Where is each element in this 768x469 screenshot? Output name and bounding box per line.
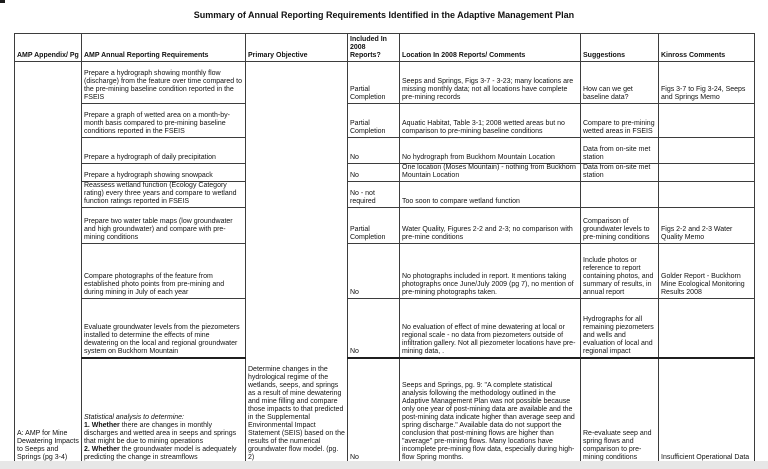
cell-requirement: Prepare two water table maps (low groundwater and high groundwater) and compare with pre-mining conditions: [82, 208, 246, 244]
cell-included: Partial Completion: [348, 104, 400, 138]
cell-requirement: Prepare a hydrograph showing snowpack: [82, 164, 246, 182]
cell-kinross: [659, 182, 755, 208]
cell-suggestion: Hydrographs for all remaining piezometers and wells and evaluation of local and regional impact: [581, 299, 659, 358]
header-suggestions: Suggestions: [581, 34, 659, 62]
cell-kinross: [659, 104, 755, 138]
cell-kinross: [659, 299, 755, 358]
cell-location: Seeps and Springs, pg. 9: "A complete statistical analysis following the methodology outlined in the Adaptive Management Plan was not possible because only one year of post-mining data are available and the post-mining data indicate higher than average seep and spring discharge." Available data do not support the conclusion that post-mining flows are higher than "average" pre-mining flows. Many locations have incomplete pre-mining flow data, especially during high-flow Spring months.: [400, 358, 581, 464]
cell-primary-objective: Determine changes in the hydrological regime of the wetlands, seeps, and springs as a result of mine dewatering and mine filling and compare those impacts to that predicted in the Supplemental Environmental Impact Statement (SEIS) based on the results of the numerical groundwater flow model. (pg. 2): [246, 62, 348, 464]
table-row: [15, 182, 755, 208]
cell-location: Too soon to compare wetland function: [400, 182, 581, 208]
table-row: [15, 104, 755, 138]
cell-suggestion: How can we get baseline data?: [581, 62, 659, 104]
cell-location: Aquatic Habitat, Table 3-1; 2008 wetted areas but no comparison to pre-mining baseline conditions: [400, 104, 581, 138]
cell-kinross: Golder Report - Buckhorn Mine Ecological Monitoring Results 2008: [659, 244, 755, 299]
reporting-requirements-table: [14, 33, 755, 464]
cell-requirement: Prepare a graph of wetted area on a month-by-month basis compared to pre-mining baseline conditions reported in the FSEIS: [82, 104, 246, 138]
header-location-2008: Location In 2008 Reports/ Comments: [400, 34, 581, 62]
cell-kinross: [659, 164, 755, 182]
cell-included: No: [348, 299, 400, 358]
table-row: [15, 164, 755, 182]
page-bottom-edge: [0, 461, 768, 469]
cell-included: Partial Completion: [348, 208, 400, 244]
cell-location: No hydrograph from Buckhorn Mountain Location: [400, 138, 581, 164]
header-amp-appendix: AMP Appendix/ Pg: [15, 34, 82, 62]
cell-requirement: [82, 358, 246, 464]
cell-requirement: Compare photographs of the feature from established photo points from pre-mining and during mining in July of each year: [82, 244, 246, 299]
statistical-analysis-item-1: 1. Whether there are changes in monthly discharges and wetted area in seeps and springs that might be due to mining operations: [84, 422, 237, 445]
cell-suggestion: Re-evaluate seep and spring flows and comparison to pre-mining conditions: [581, 358, 659, 464]
table-row: [15, 358, 755, 464]
page-title: Summary of Annual Reporting Requirements Identified in the Adaptive Management Plan: [193, 10, 575, 20]
cell-included: Partial Completion: [348, 62, 400, 104]
header-primary-objective: Primary Objective: [246, 34, 348, 62]
cell-included: No: [348, 244, 400, 299]
table-row: [15, 138, 755, 164]
header-kinross-comments: Kinross Comments: [659, 34, 755, 62]
cell-included: No: [348, 164, 400, 182]
cell-location: No evaluation of effect of mine dewatering at local or regional scale - no data from piezometers outside of infiltration gallery. Not all piezometer locations have pre-mining data, .: [400, 299, 581, 358]
cell-kinross: [659, 138, 755, 164]
cell-included: No - not required: [348, 182, 400, 208]
cell-amp-appendix: A: AMP for Mine Dewatering Impacts to Seeps and Springs (pg 3-4): [15, 62, 82, 464]
table-row: [15, 244, 755, 299]
cell-location: No photographs included in report. It mentions taking photographs once June/July 2009 (pg 7), no mention of pre-mining photographs taken.: [400, 244, 581, 299]
cell-suggestion: Comparison of groundwater levels to pre-mining conditions: [581, 208, 659, 244]
table-header-row: [15, 34, 755, 62]
cell-suggestion: Compare to pre-mining wetted areas in FSEIS: [581, 104, 659, 138]
cell-location: Seeps and Springs, Figs 3-7 - 3-23; many locations are missing monthly data; not all locations have complete pre-mining records: [400, 62, 581, 104]
header-included-2008: Included In 2008 Reports?: [348, 34, 400, 62]
statistical-analysis-item-2: 2. Whether the groundwater model is adequately predicting the change in streamflows: [84, 446, 237, 461]
cell-suggestion: Include photos or reference to report containing photos, and summary of results, in annual report: [581, 244, 659, 299]
cell-suggestion: [581, 182, 659, 208]
cell-requirement: Reassess wetland function (Ecology Category rating) every three years and compare to wetland function ratings reported in FSEIS: [82, 182, 246, 208]
cell-kinross: Insufficient Operational Data: [659, 358, 755, 464]
statistical-analysis-intro: Statistical analysis to determine:: [84, 414, 184, 421]
cell-included: No: [348, 358, 400, 464]
table-row: [15, 208, 755, 244]
header-requirements: AMP Annual Reporting Requirements: [82, 34, 246, 62]
cell-suggestion: Data from on-site met station: [581, 164, 659, 182]
cell-kinross: Figs 3-7 to Fig 3-24, Seeps and Springs Memo: [659, 62, 755, 104]
cell-included: No: [348, 138, 400, 164]
table-row: [15, 62, 755, 104]
cell-requirement: Evaluate groundwater levels from the piezometers installed to determine the effects of mine dewatering on the local and regional groundwater system on Buckhorn Mountain: [82, 299, 246, 358]
cell-location: Water Quality, Figures 2-2 and 2-3; no comparison with pre-mine conditions: [400, 208, 581, 244]
cell-requirement: Prepare a hydrograph showing monthly flow (discharge) from the feature over time compared to the pre-mining baseline condition reported in the FSEIS: [82, 62, 246, 104]
table-row: [15, 299, 755, 358]
cell-kinross: Figs 2-2 and 2-3 Water Quality Memo: [659, 208, 755, 244]
cell-location: One location (Moses Mountain) - nothing from Buckhorn Mountain Location: [400, 164, 581, 182]
cell-requirement: Prepare a hydrograph of daily precipitation: [82, 138, 246, 164]
cell-suggestion: Data from on-site met station: [581, 138, 659, 164]
scan-artifact: [0, 0, 5, 3]
